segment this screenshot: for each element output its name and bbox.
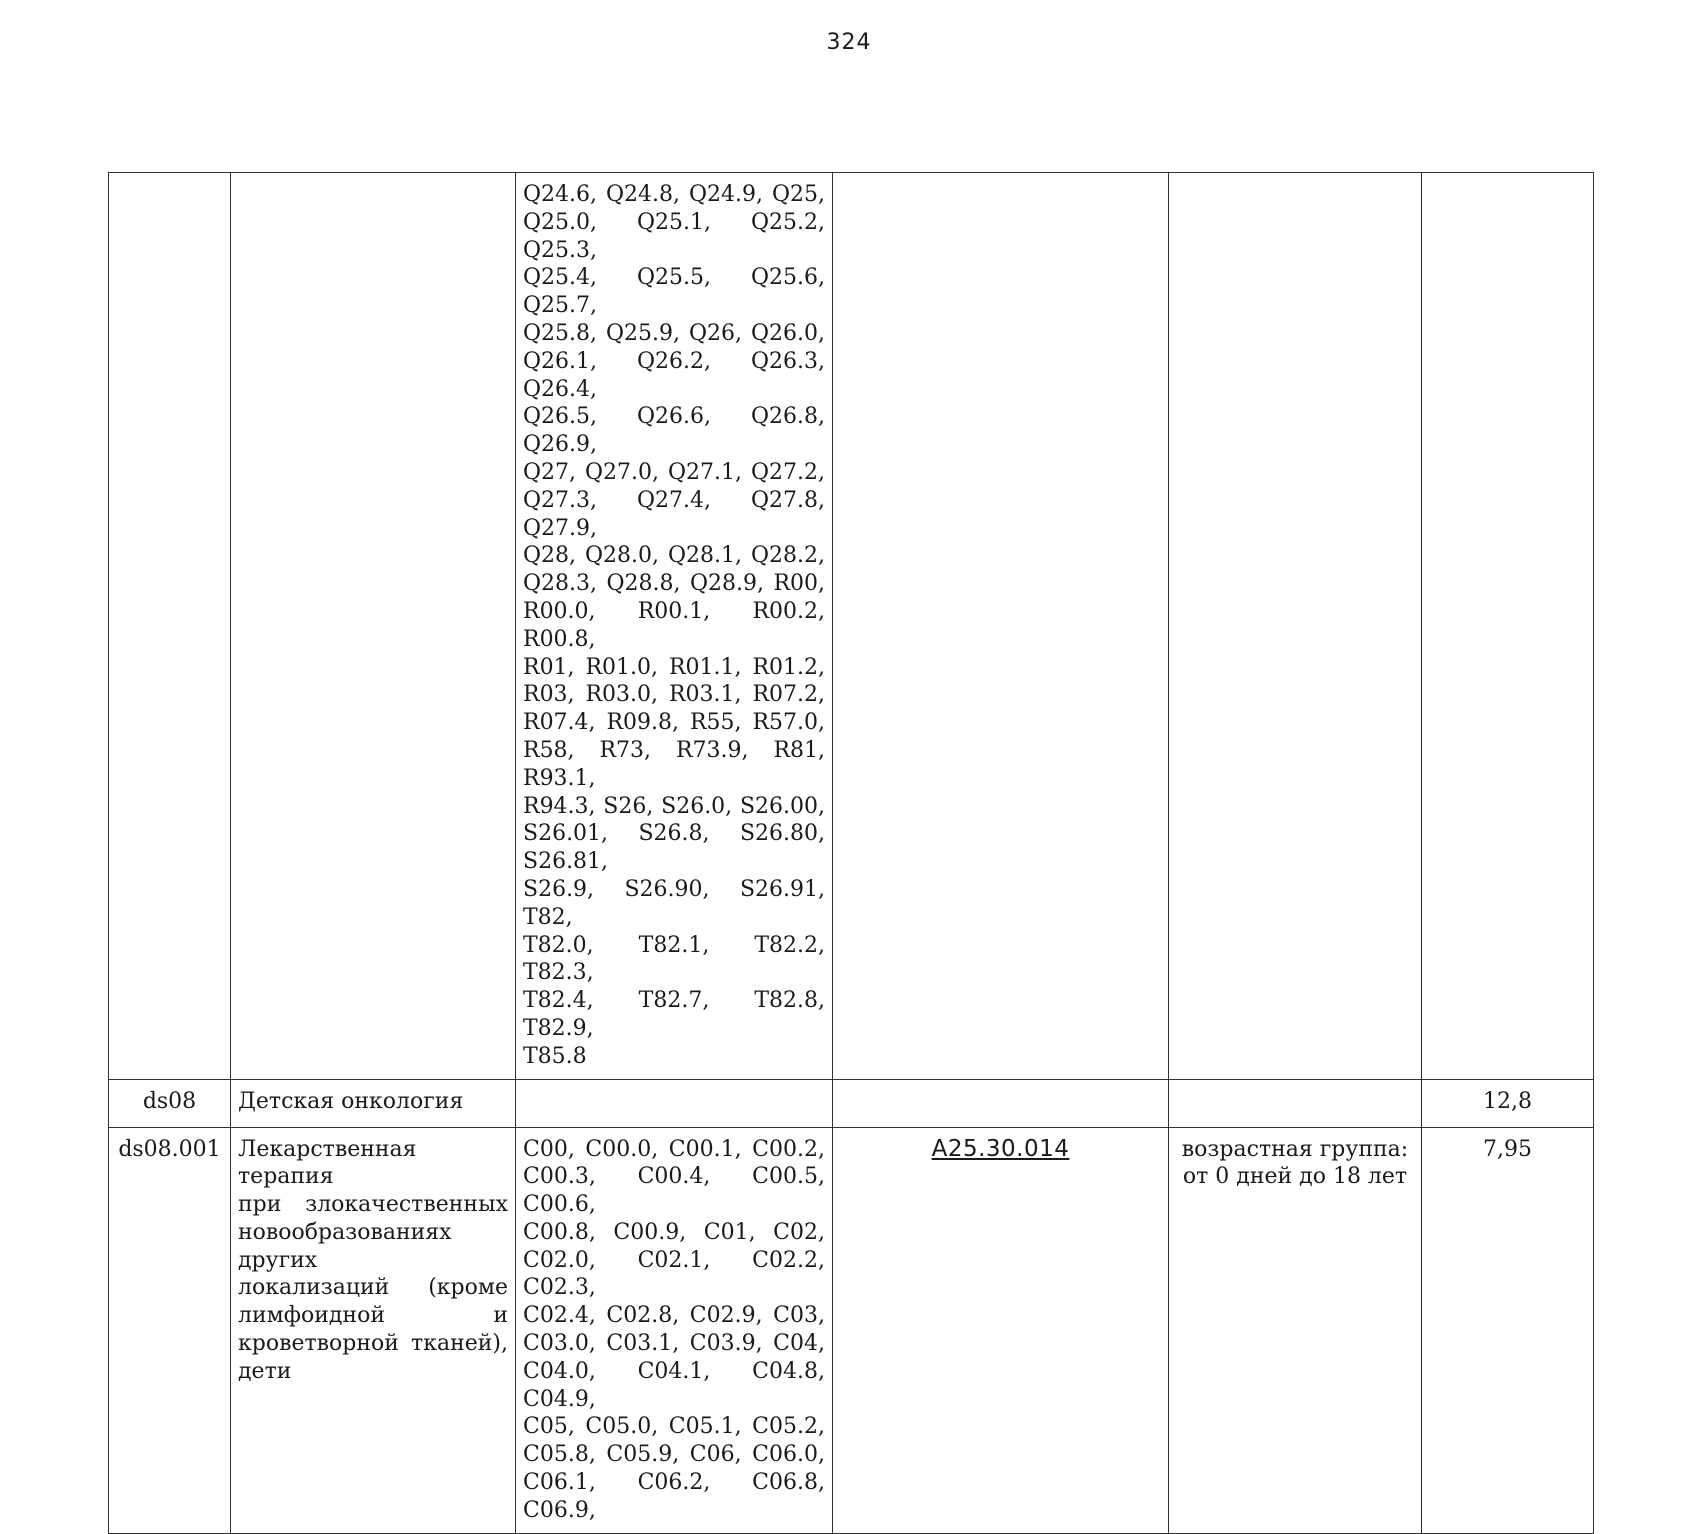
mkb-code-line: Q28.3, Q28.8, Q28.9, R00, — [523, 571, 825, 597]
name-line: новообразованиях других — [238, 1219, 452, 1273]
cell-code: ds08 — [109, 1079, 231, 1127]
cell-code: ds08.001 — [109, 1127, 231, 1533]
mkb-code-line: R94.3, S26, S26.0, S26.00, — [523, 793, 825, 819]
cell-criteria — [1169, 1127, 1422, 1533]
mkb-code-line: C06.1, C06.2, C06.8, C06.9, — [523, 1470, 825, 1523]
mkb-code-line: T82.0, T82.1, T82.2, T82.3, — [523, 932, 825, 986]
cell-mkb-codes — [516, 173, 833, 1080]
mkb-code-line: Q25.4, Q25.5, Q25.6, Q25.7, — [523, 265, 825, 319]
name-line: дети — [238, 1358, 292, 1384]
criteria-line: возрастная группа: — [1181, 1136, 1409, 1162]
mkb-code-line: C04.0, C04.1, C04.8, C04.9, — [523, 1358, 825, 1412]
mkb-code-line: C03.0, C03.1, C03.9, C04, — [523, 1331, 825, 1357]
mkb-code-line: C00.3, C00.4, C00.5, C00.6, — [523, 1164, 825, 1218]
mkb-code-line: Q24.6, Q24.8, Q24.9, Q25, — [523, 182, 825, 207]
mkb-code-line: C02.0, C02.1, C02.2, C02.3, — [523, 1247, 825, 1301]
table-row — [109, 173, 1594, 1080]
cell-criteria — [1169, 1079, 1422, 1127]
cell-criteria — [1169, 173, 1422, 1080]
mkb-code-line: C00.8, C00.9, C01, C02, — [523, 1219, 825, 1245]
mkb-code-line: Q26.5, Q26.6, Q26.8, Q26.9, — [523, 404, 825, 458]
mkb-code-line: S26.9, S26.90, S26.91, T82, — [523, 876, 825, 930]
mkb-code-line: R00.0, R00.1, R00.2, R00.8, — [523, 598, 825, 652]
cell-mkb-codes — [516, 1079, 833, 1127]
cell-coefficient: 12,8 — [1422, 1079, 1594, 1127]
mkb-code-line: T85.8 — [523, 1043, 587, 1069]
cell-coefficient: 7,95 — [1422, 1127, 1594, 1533]
mkb-code-line: Q25.8, Q25.9, Q26, Q26.0, — [523, 320, 825, 346]
name-line: кроветворной тканей), — [238, 1331, 508, 1357]
mkb-code-line: C05, C05.0, C05.1, C05.2, — [523, 1414, 825, 1440]
mkb-code-line: R58, R73, R73.9, R81, R93.1, — [523, 737, 825, 791]
mkb-code-line: C02.4, C02.8, C02.9, C03, — [523, 1303, 825, 1329]
tariff-table — [108, 172, 1594, 1534]
mkb-code-line: R03, R03.0, R03.1, R07.2, — [523, 682, 825, 708]
cell-mkb-codes — [516, 1127, 833, 1533]
cell-name — [231, 173, 516, 1080]
cell-name — [231, 1127, 516, 1533]
cell-name: Детская онкология — [231, 1079, 516, 1127]
cell-code — [109, 173, 231, 1080]
mkb-code-line: Q27, Q27.0, Q27.1, Q27.2, — [523, 459, 825, 485]
criteria-line: от 0 дней до 18 лет — [1182, 1164, 1408, 1190]
mkb-code-line: S26.01, S26.8, S26.80, S26.81, — [523, 821, 825, 875]
service-code-link[interactable]: A25.30.014 — [931, 1135, 1070, 1162]
page-number: 324 — [826, 30, 872, 55]
name-line: Лекарственная терапия — [238, 1136, 417, 1190]
mkb-code-line: Q26.1, Q26.2, Q26.3, Q26.4, — [523, 348, 825, 402]
table-row — [109, 1079, 1594, 1127]
name-line: лимфоидной и — [238, 1303, 508, 1329]
table-row — [109, 1127, 1594, 1533]
name-line: локализаций (кроме — [238, 1275, 508, 1301]
mkb-code-line: C05.8, C05.9, C06, C06.0, — [523, 1442, 825, 1468]
mkb-code-line: T82.4, T82.7, T82.8, T82.9, — [523, 988, 825, 1041]
cell-coefficient — [1422, 173, 1594, 1080]
mkb-code-line: Q27.3, Q27.4, Q27.8, Q27.9, — [523, 487, 825, 541]
cell-service[interactable] — [833, 1127, 1169, 1533]
cell-service — [833, 1079, 1169, 1127]
mkb-code-line: R01, R01.0, R01.1, R01.2, — [523, 654, 825, 680]
name-line: при злокачественных — [238, 1192, 508, 1218]
mkb-code-line: R07.4, R09.8, R55, R57.0, — [523, 710, 825, 736]
cell-service — [833, 173, 1169, 1080]
mkb-code-line: Q25.0, Q25.1, Q25.2, Q25.3, — [523, 209, 825, 263]
mkb-code-line: Q28, Q28.0, Q28.1, Q28.2, — [523, 543, 825, 569]
mkb-code-line: C00, C00.0, C00.1, C00.2, — [523, 1136, 825, 1162]
